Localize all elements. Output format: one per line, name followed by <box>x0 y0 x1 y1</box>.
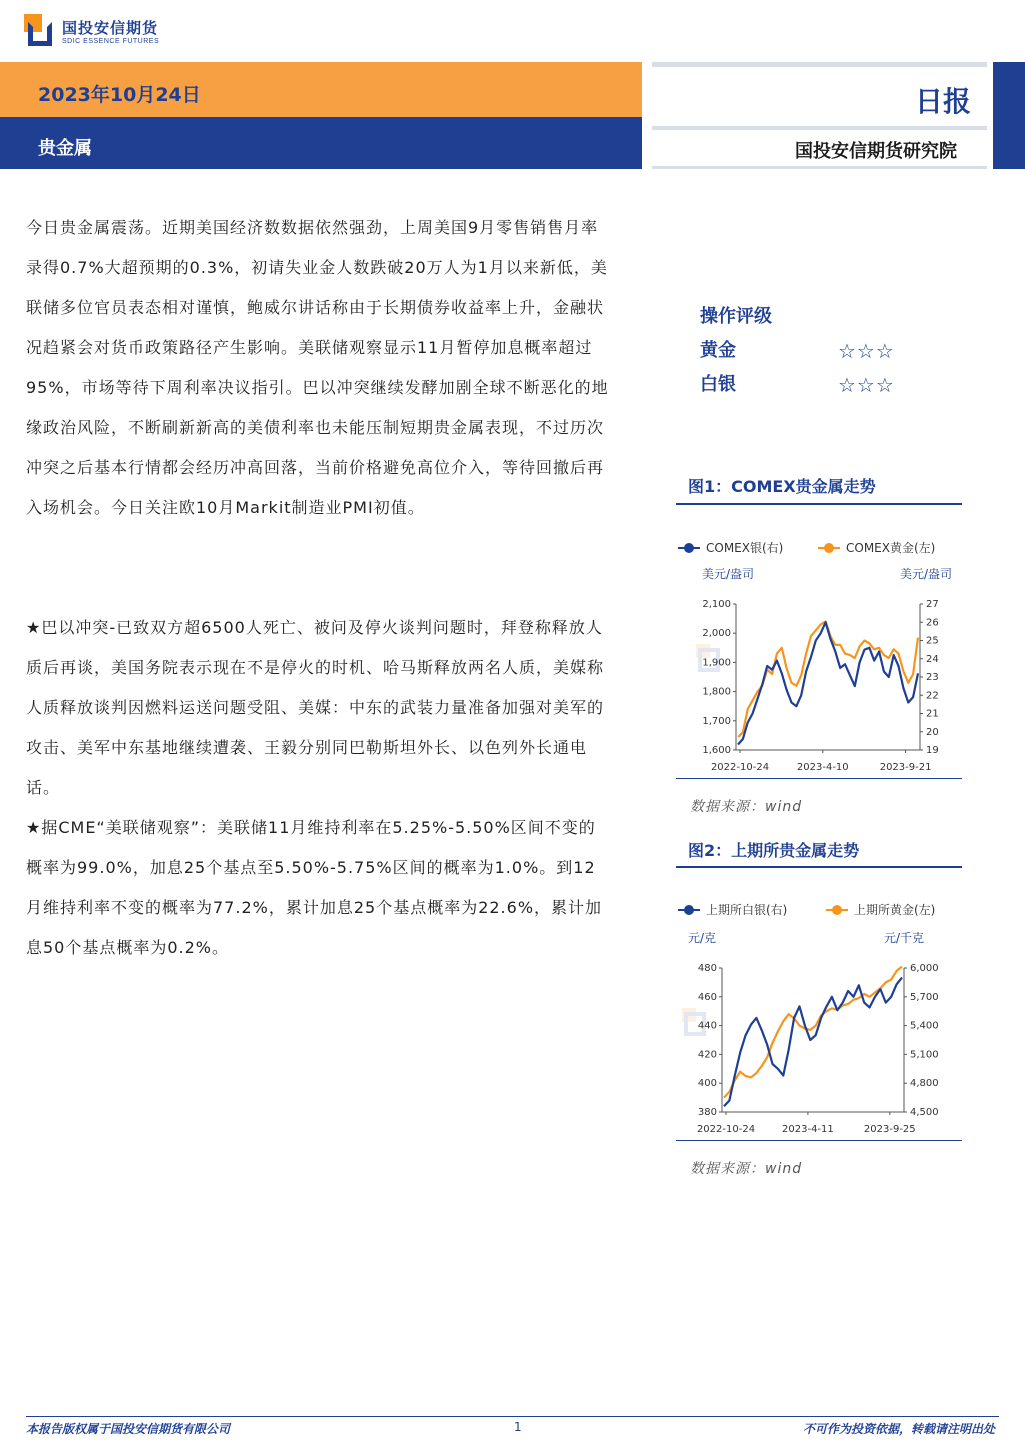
figure-1-bottom-rule <box>676 778 962 779</box>
y-right-tick-label: 21 <box>926 708 939 720</box>
chart-legend <box>678 902 935 917</box>
y-right-tick-label: 24 <box>926 653 939 665</box>
y-right-tick-label: 5,100 <box>910 1049 939 1061</box>
rating-stars-icon: ☆☆☆ <box>838 373 895 397</box>
rating-title: 操作评级 <box>700 306 772 327</box>
report-type: 日报 <box>915 85 972 118</box>
figure-2-source: 数据来源：wind <box>690 1161 803 1177</box>
y-left-tick-label: 1,600 <box>702 745 731 756</box>
x-tick-label: 2023-9-21 <box>879 762 932 773</box>
rating-row-gold <box>700 334 895 368</box>
y-left-tick-label: 400 <box>697 1078 717 1090</box>
company-logo <box>24 14 159 48</box>
x-tick-label: 2022-10-24 <box>710 762 770 773</box>
y-right-tick-label: 4,800 <box>910 1078 939 1090</box>
header-blue-bar <box>0 117 642 169</box>
page-number: 1 <box>514 1420 522 1434</box>
y-left-tick-label: 420 <box>697 1049 717 1061</box>
legend-entry: COMEX黄金(左) <box>846 541 936 555</box>
legend-entry: 上期所黄金(左) <box>854 903 936 917</box>
figure-2-bottom-rule <box>676 1140 962 1141</box>
x-tick-label: 2023-4-11 <box>782 1124 834 1135</box>
logo-name-cn: 国投安信期货 <box>62 19 159 37</box>
legend-entry: 上期所白银(右) <box>706 903 788 917</box>
figure-1-title: 图1：COMEX贵金属走势 <box>688 477 876 496</box>
header-rule-top <box>652 62 987 67</box>
series-line-silver <box>738 622 918 744</box>
series-line-gold <box>724 967 902 1098</box>
rating-panel <box>700 300 895 402</box>
figure-1-top-rule <box>676 503 962 505</box>
y-left-unit: 元/克 <box>688 931 717 945</box>
x-tick-label: 2023-4-10 <box>796 762 849 773</box>
legend-marker-swatch <box>824 543 834 553</box>
y-right-tick-label: 5,700 <box>910 991 939 1003</box>
x-tick-label: 2022-10-24 <box>696 1124 756 1135</box>
y-left-unit: 美元/盎司 <box>702 567 755 581</box>
figure-1-chart <box>676 508 962 778</box>
footer-copyright: 本报告版权属于国投安信期货有限公司 <box>26 1422 231 1436</box>
report-sector: 贵金属 <box>38 138 92 159</box>
x-tick-label: 2023-9-25 <box>863 1124 916 1135</box>
figure-2-chart <box>676 872 962 1140</box>
rating-row-silver <box>700 368 895 402</box>
y-right-tick-label: 26 <box>926 617 939 629</box>
series-line-gold <box>738 622 918 737</box>
legend-marker-swatch <box>832 905 842 915</box>
logo-name-en: SDIC ESSENCE FUTURES <box>62 38 160 45</box>
rating-name: 黄金 <box>700 340 736 361</box>
y-left-tick-label: 440 <box>697 1020 717 1032</box>
y-left-tick-label: 2,000 <box>702 628 731 640</box>
y-right-tick-label: 27 <box>926 599 939 610</box>
y-right-tick-label: 19 <box>926 745 939 756</box>
news-item-cme: ★据CME“美联储观察”：美联储11月维持利率在5.25%-5.50%区间不变的概率为99.0%，加息25个基点至5.50%-5.75%区间的概率为1.0%。到12月维持利率不变的概率为77.2%，累计加息25个基点概率为22.6%，累计加息50个基点概率为0.2%。 <box>26 818 603 957</box>
header-rule-bottom <box>652 166 987 169</box>
institute-name: 国投安信期货研究院 <box>795 141 957 162</box>
y-left-tick-label: 1,700 <box>702 715 731 727</box>
footer-disclaimer: 不可作为投资依据，转载请注明出处 <box>802 1422 995 1436</box>
header-accent-block <box>993 62 1025 169</box>
y-right-tick-label: 25 <box>926 635 939 647</box>
y-right-unit: 美元/盎司 <box>900 567 953 581</box>
y-right-tick-label: 6,000 <box>910 963 939 974</box>
y-left-tick-label: 1,900 <box>702 657 731 669</box>
y-left-tick-label: 1,800 <box>702 686 731 698</box>
figure-2-top-rule <box>676 866 962 868</box>
y-right-tick-label: 20 <box>926 726 939 738</box>
news-section <box>26 608 611 968</box>
logo-mark-icon <box>24 14 54 48</box>
legend-marker-swatch <box>684 543 694 553</box>
series-line-silver <box>724 978 902 1107</box>
chart-legend <box>678 540 935 555</box>
legend-entry: COMEX银(右) <box>706 541 784 555</box>
y-left-tick-label: 460 <box>697 991 717 1003</box>
rating-name: 白银 <box>700 374 736 395</box>
legend-marker-swatch <box>684 905 694 915</box>
news-item-conflict: ★巴以冲突-已致双方超6500人死亡、被问及停火谈判问题时，拜登称释放人质后再谈，美国务院表示现在不是停火的时机、哈马斯释放两名人质，美媒称人质释放谈判因燃料运送问题受阻、美媒：中东的武装力量准备加强对美军的攻击、美军中东基地继续遭袭、王毅分别同巴勒斯坦外长、以色列外长通电话。 <box>26 618 605 797</box>
y-right-tick-label: 22 <box>926 690 939 702</box>
market-summary-paragraph: 今日贵金属震荡。近期美国经济数数据依然强劲，上周美国9月零售销售月率录得0.7%大超预期的0.3%，初请失业金人数跌破20万人为1月以来新低，美联储多位官员表态相对谨慎，鲍威尔讲话称由于长期债券收益率上升，金融状况趋紧会对货币政策路径产生影响。美联储观察显示11月暂停加息概率超过95%，市场等待下周利率决议指引。巴以冲突继续发酵加剧全球不断恶化的地缘政治风险，不断刷新新高的美债利率也未能压制短期贵金属表现，不过历次冲突之后基本行情都会经历冲高回落，当前价格避免高位介入，等待回撤后再入场机会。今日关注欧10月Markit制造业PMI初值。 <box>26 218 609 517</box>
y-right-tick-label: 5,400 <box>910 1020 939 1032</box>
y-right-tick-label: 23 <box>926 672 939 683</box>
y-left-tick-label: 380 <box>697 1107 717 1118</box>
y-left-tick-label: 480 <box>697 963 717 974</box>
y-right-tick-label: 4,500 <box>910 1107 939 1118</box>
figure-1-source: 数据来源：wind <box>690 799 803 815</box>
y-right-unit: 元/千克 <box>884 931 925 945</box>
footer-rule <box>26 1416 999 1417</box>
header-rule-middle <box>652 126 987 130</box>
figure-2-title: 图2：上期所贵金属走势 <box>688 841 860 860</box>
rating-stars-icon: ☆☆☆ <box>838 339 895 363</box>
report-date: 2023年10月24日 <box>38 84 201 106</box>
y-left-tick-label: 2,100 <box>702 599 731 610</box>
